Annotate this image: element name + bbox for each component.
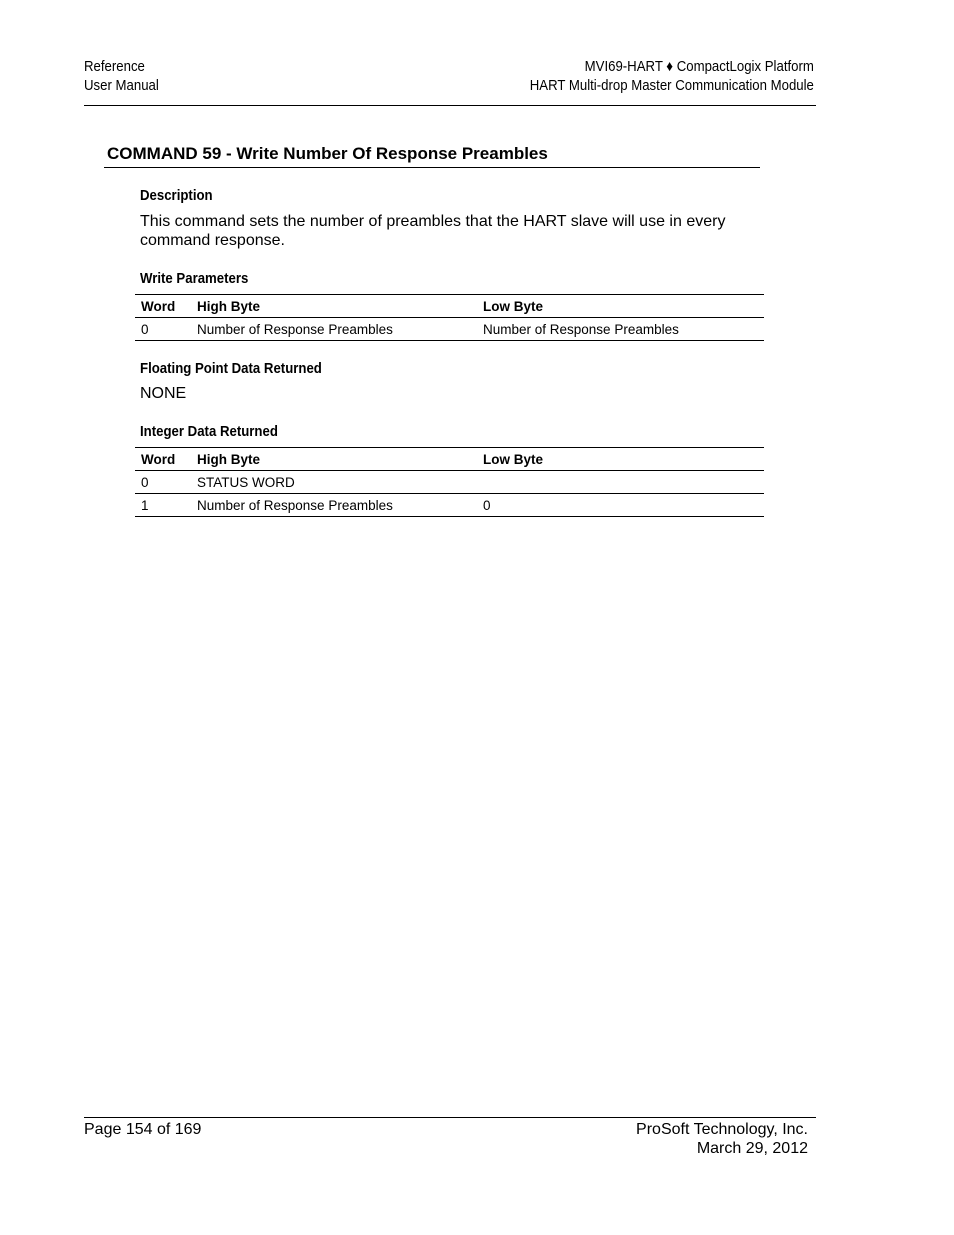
footer-divider bbox=[84, 1117, 816, 1118]
cell-word: 1 bbox=[141, 497, 149, 513]
footer-date: March 29, 2012 bbox=[696, 1140, 808, 1157]
cell-word: 0 bbox=[141, 474, 149, 490]
header-divider bbox=[84, 105, 816, 106]
header-right bbox=[530, 57, 814, 95]
table-header-row bbox=[135, 295, 764, 318]
page-number: Page 154 of 169 bbox=[84, 1121, 202, 1138]
integer-data-heading: Integer Data Returned bbox=[140, 423, 278, 440]
description-text: This command sets the number of preambles that the HART slave will use in every command response. bbox=[140, 213, 726, 249]
footer-right bbox=[636, 1120, 808, 1158]
table-header-row bbox=[135, 448, 764, 471]
header-module: HART Multi-drop Master Communication Module bbox=[529, 77, 814, 94]
write-parameters-table bbox=[135, 294, 764, 341]
cell-high-byte: STATUS WORD bbox=[197, 474, 295, 490]
cell-low-byte bbox=[477, 471, 764, 494]
column-header-low-byte: Low Byte bbox=[483, 298, 544, 314]
command-title-underline bbox=[104, 167, 760, 168]
header-doc-type: User Manual bbox=[84, 77, 159, 94]
table-row bbox=[135, 471, 764, 494]
write-parameters-heading: Write Parameters bbox=[140, 270, 249, 287]
cell-low-byte: 0 bbox=[483, 497, 491, 513]
column-header-low-byte: Low Byte bbox=[483, 451, 544, 467]
header-section-name: Reference bbox=[84, 58, 145, 75]
column-header-high-byte: High Byte bbox=[197, 298, 261, 314]
floating-point-heading: Floating Point Data Returned bbox=[140, 360, 322, 377]
description-heading: Description bbox=[140, 187, 213, 204]
table-row bbox=[135, 318, 764, 341]
column-header-word: Word bbox=[141, 451, 176, 467]
header-product: MVI69-HART ♦ CompactLogix Platform bbox=[584, 58, 814, 75]
table-row bbox=[135, 494, 764, 517]
column-header-high-byte: High Byte bbox=[197, 451, 261, 467]
cell-word: 0 bbox=[141, 321, 149, 337]
cell-high-byte: Number of Response Preambles bbox=[197, 321, 393, 337]
cell-high-byte: Number of Response Preambles bbox=[197, 497, 393, 513]
cell-low-byte: Number of Response Preambles bbox=[483, 321, 679, 337]
floating-point-value: NONE bbox=[140, 385, 187, 402]
column-header-word: Word bbox=[141, 298, 176, 314]
integer-data-table bbox=[135, 447, 764, 517]
command-title: COMMAND 59 - Write Number Of Response Preambles bbox=[107, 144, 548, 163]
footer-company: ProSoft Technology, Inc. bbox=[636, 1121, 808, 1138]
header-left bbox=[84, 57, 159, 95]
